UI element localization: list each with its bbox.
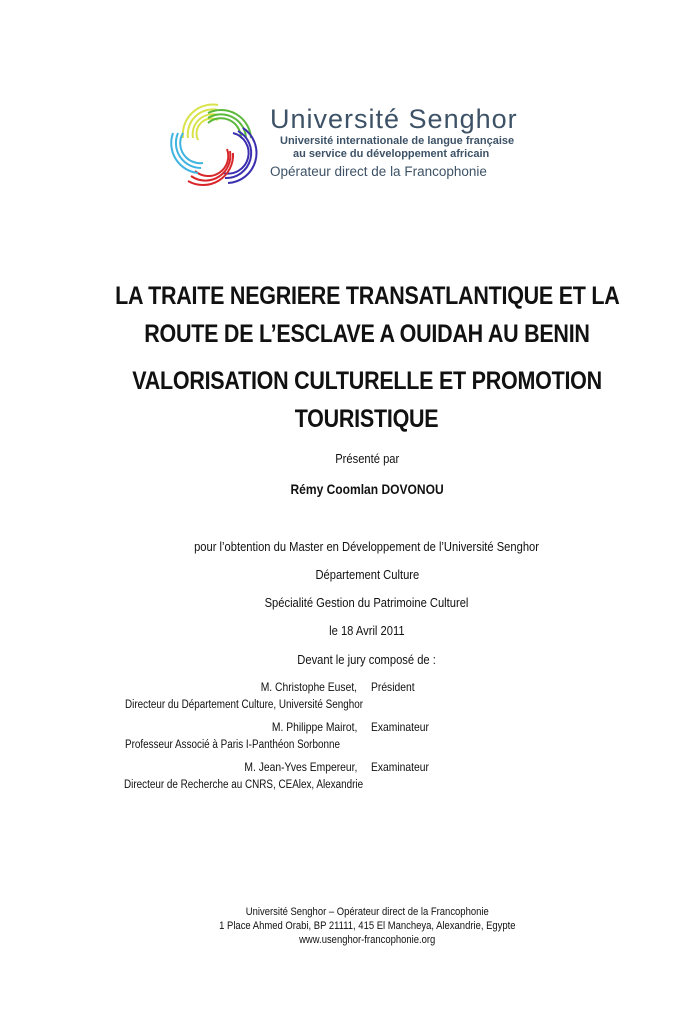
jury-member-role: Président: [371, 680, 415, 694]
logo-university-name: Université Senghor: [270, 104, 518, 134]
jury-member-affiliation: Directeur de Recherche au CNRS, CEAlex, Alexandrie: [124, 779, 364, 791]
title-line-4: TOURISTIQUE: [295, 405, 439, 433]
logo-subtitle-1: Université internationale de langue française: [280, 135, 515, 147]
logo-subtitle-3: Opérateur direct de la Francophonie: [270, 164, 487, 179]
date: le 18 Avril 2011: [329, 623, 405, 638]
swirl-logo-icon: [168, 98, 258, 188]
logo-subtitle-2: au service du développement africain: [293, 148, 490, 160]
footer-website-link[interactable]: www.usenghor-francophonie.org: [298, 934, 436, 946]
jury-member-role: Examinateur: [371, 720, 429, 734]
jury-member-affiliation: Directeur du Département Culture, Université Senghor: [125, 699, 364, 711]
jury-intro: Devant le jury composé de :: [297, 652, 437, 667]
specialty: Spécialité Gestion du Patrimoine Culturel: [265, 595, 469, 610]
title-line-1: LA TRAITE NEGRIERE TRANSATLANTIQUE ET LA: [114, 282, 620, 310]
department: Département Culture: [315, 567, 419, 582]
presented-by: Présenté par: [334, 451, 400, 466]
footer-address: 1 Place Ahmed Orabi, BP 21111, 415 El Mancheya, Alexandrie, Egypte: [218, 920, 516, 932]
jury-member-name: M. Christophe Euset,: [260, 680, 357, 694]
jury-member-affiliation: Professeur Associé à Paris I-Panthéon Sorbonne: [125, 739, 340, 751]
jury-member-name: M. Jean-Yves Empereur,: [244, 760, 357, 774]
footer-line-1: Université Senghor – Opérateur direct de la Francophonie: [245, 906, 489, 918]
jury-member-role: Examinateur: [371, 760, 429, 774]
title-line-2: ROUTE DE L’ESCLAVE A OUIDAH AU BENIN: [144, 320, 590, 348]
author-name: Rémy Coomlan DOVONOU: [290, 481, 444, 497]
jury-member-name: M. Philippe Mairot,: [271, 720, 357, 734]
degree-line: pour l’obtention du Master en Développement de l’Université Senghor: [194, 539, 540, 554]
title-line-3: VALORISATION CULTURELLE ET PROMOTION: [132, 367, 602, 395]
